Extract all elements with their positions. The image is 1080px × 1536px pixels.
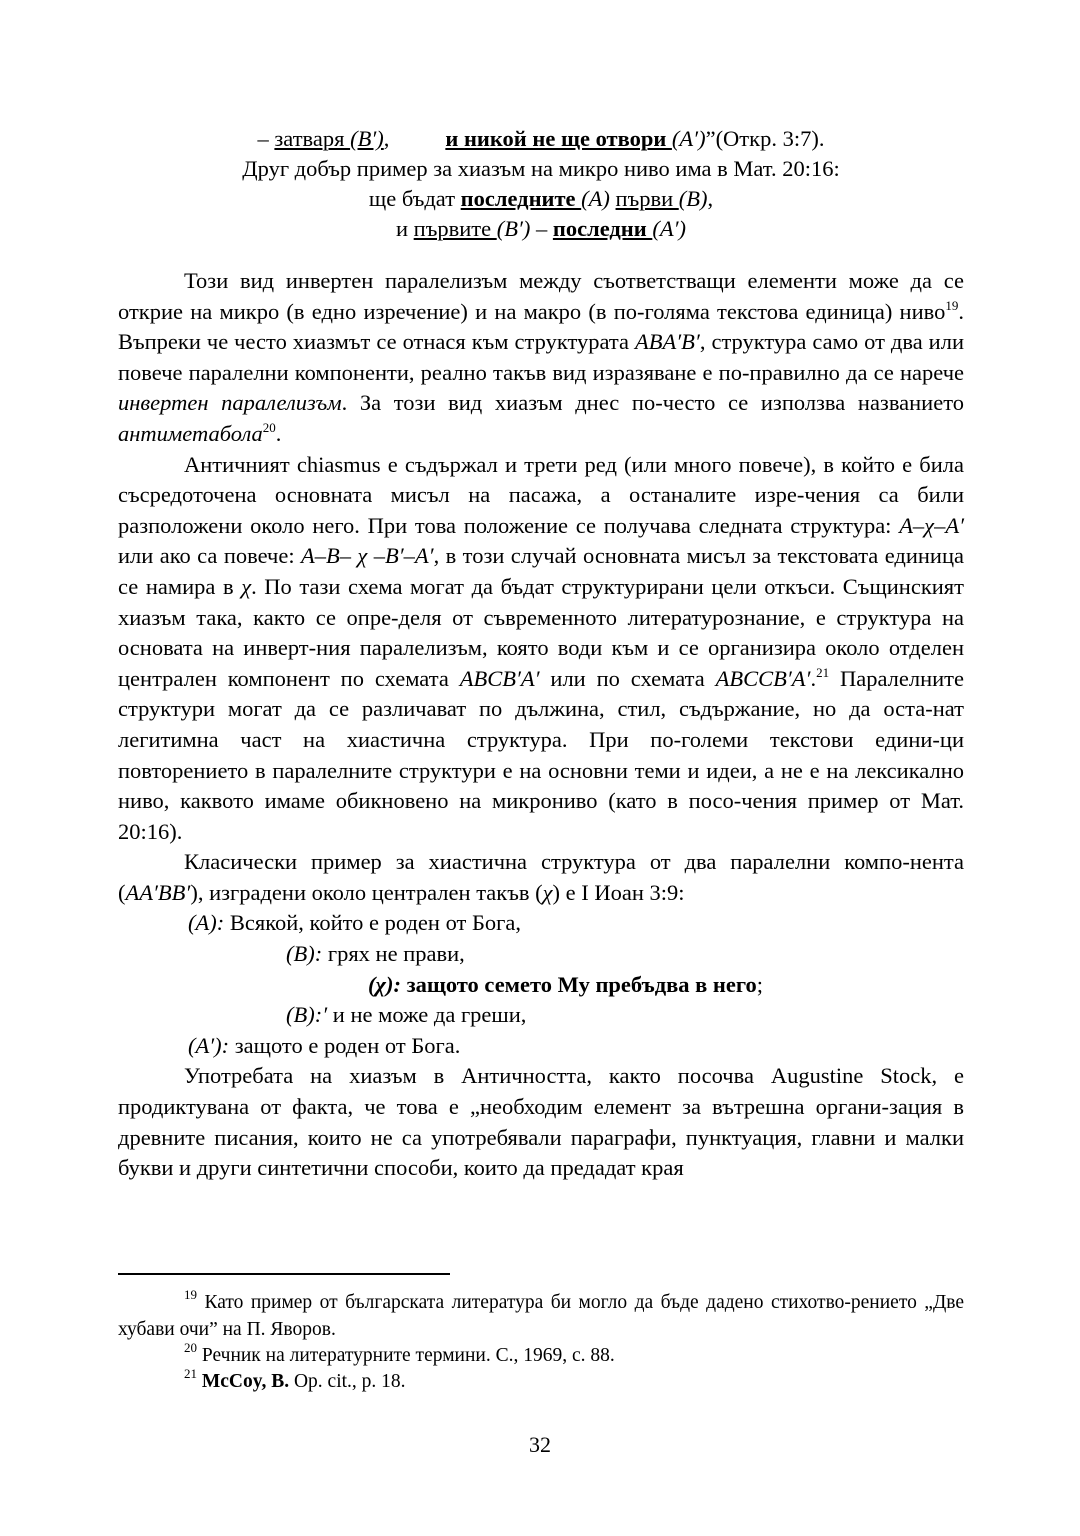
label: (A): [188, 910, 225, 936]
formula-abcba: ABCB′A′ [459, 665, 540, 691]
text: Античният chiasmus е съдържал и трети ред (или много повече), в който е била съсредоточена основната мисъл на пасажа, а останалите изре-чения са били разположени около него. При това положение се получава следната структура: [118, 451, 964, 538]
term-antimetabola: антиметабола [118, 420, 263, 446]
scheme-line-a [118, 908, 964, 939]
text: или ако са повече: [118, 543, 302, 569]
reference-otkr: ”(Откр. 3:7). [705, 126, 825, 151]
footnote-number: 21 [184, 1366, 197, 1381]
comma: , [707, 186, 714, 211]
text: Всякой, който е роден от Бога, [224, 910, 522, 936]
marker-a-prime: (A′) [671, 126, 706, 151]
comma: , [383, 126, 390, 151]
text: или по схемата [539, 665, 716, 691]
phrase-nikoy-ne-shte-otvori: и никой не ще отвори [445, 126, 672, 151]
example-line-1 [118, 124, 964, 154]
text: . [810, 665, 817, 691]
body-text [118, 266, 964, 1184]
word-posledni: последни [552, 216, 653, 241]
semicolon: ; [756, 971, 764, 997]
formula-a-chi-a: A–χ–A′ [899, 512, 964, 538]
scheme-line-a-prime [118, 1031, 964, 1062]
symbol-chi: χ [241, 573, 252, 599]
scheme-line-b [118, 939, 964, 970]
label: (χ): [368, 971, 401, 997]
formula-aabb: AA′BB′ [125, 879, 191, 905]
paragraph-4: Употребата на хиазъм в Античността, както посочва Augustine Stock, е продиктувана от факта, че това е „необходим елемент за вътрешна органи-зация в древните писания, които не са употребявали параграфи, пунктуация, главни и малки букви и други синтетични способи, които да предадат края [118, 1063, 964, 1181]
text: и [396, 216, 414, 241]
text: . За този вид хиазъм днес по-често се използва названието [341, 390, 964, 416]
paragraph-1 [118, 266, 964, 450]
marker-a: (A) [581, 186, 610, 211]
marker-b-prime: (B′) [350, 126, 384, 151]
scheme-line-b-prime [118, 1000, 964, 1031]
example-line-2: Друг добър пример за хиазъм на микро ниво има в Мат. 20:16: [242, 156, 840, 181]
footnote-19 [118, 1287, 964, 1343]
text: , структура само от два или повече паралелни компоненти, реално такъв вид изразяване е по-правилно да се нарече [118, 329, 964, 385]
dash: – [257, 126, 275, 151]
footnote-number: 20 [184, 1340, 197, 1355]
footnote-ref-19[interactable]: 19 [945, 297, 959, 313]
text: Паралелните структури могат да се различават по дължина, стил, съдържание, но да оста-нат легитимна част на хиастична структура. При по-големи текстови едини-ци повторението в паралелните структури е на основни теми и идеи, а не е на лексикално ниво, каквото имаме обикновено на микрониво (като в посо-чения пример от Мат. 20:16). [118, 665, 964, 844]
word-parvi: първи [615, 186, 679, 211]
scheme-line-chi [118, 970, 964, 1001]
example-line-4 [118, 214, 964, 244]
footnote-text: Като пример от българската литература би могло да бъде дадено стихотво-рението „Две хубави очи” на П. Яворов. [118, 1292, 964, 1340]
page-number: 32 [529, 1432, 551, 1457]
label: (B):′ [286, 1002, 328, 1028]
example-line-3 [118, 184, 964, 214]
footnote-text: Речник на литературните термини. С., 1969, с. 88. [197, 1345, 615, 1366]
symbol-chi: χ [542, 879, 553, 905]
formula-abab: ABA′B′ [635, 329, 700, 355]
footnote-ref-20[interactable]: 20 [262, 419, 276, 435]
formula-a-b-chi-b-a: A–B– χ –B′–A′ [301, 543, 434, 569]
text: и не може да греши, [327, 1002, 527, 1028]
footnote-ref-21[interactable]: 21 [816, 664, 830, 680]
text: , в този случай основната мисъл за текстовата единица се намира в [118, 543, 965, 599]
text: . Въпреки че често хиазмът се отнася към структурата [118, 298, 964, 355]
text: . По тази схема могат да бъдат структурирани цели откъси. Същинският хиазъм така, както се опре-деля от съвременното литературознание, е структура на основата на инверт-ния паралелизъм, която води към и се организира около отделен централен компонент по схемата [118, 573, 964, 691]
text: защото е роден от Бога. [229, 1032, 461, 1058]
paragraph-2 [118, 450, 964, 848]
label: (B): [286, 941, 323, 967]
word-poslednite: последните [460, 186, 582, 211]
word-parvite: първите [413, 216, 497, 241]
footnote-21 [118, 1366, 964, 1396]
footnote-20 [118, 1340, 964, 1370]
dash: – [530, 216, 553, 241]
text: Класически пример за хиастична структура от два паралелни компо-нента ( [118, 849, 964, 905]
footnote-separator [118, 1273, 450, 1275]
text: ) е I Иоан 3:9: [552, 879, 685, 905]
term-invertent-paralelizam: инвертен паралелизъм [118, 390, 342, 416]
footnote-number: 19 [184, 1287, 197, 1302]
word-zatvarya: затваря [274, 126, 351, 151]
text: защото семето Му пребъдва в него [400, 971, 757, 997]
text: Този вид инвертен паралелизъм между съответстващи елементи може да се открие на микро (в едно изречение) и на макро (в по-голяма текстова единица) ниво [118, 268, 964, 324]
footnote-text: Op. cit., p. 18. [289, 1371, 406, 1392]
formula-abccba: ABCCB′A′ [715, 665, 811, 691]
text: грях не прави, [322, 941, 465, 967]
marker-a-prime: (A′) [652, 216, 686, 241]
text: ще бъдат [368, 186, 461, 211]
text: . [275, 420, 282, 446]
marker-b: (B) [678, 186, 708, 211]
label: (A′): [188, 1032, 230, 1058]
marker-b-prime: (B′) [496, 216, 531, 241]
text: ), изградени около централен такъв ( [190, 879, 543, 905]
footnote-author: McCoy, B. [201, 1371, 290, 1392]
paragraph-3 [118, 847, 964, 908]
